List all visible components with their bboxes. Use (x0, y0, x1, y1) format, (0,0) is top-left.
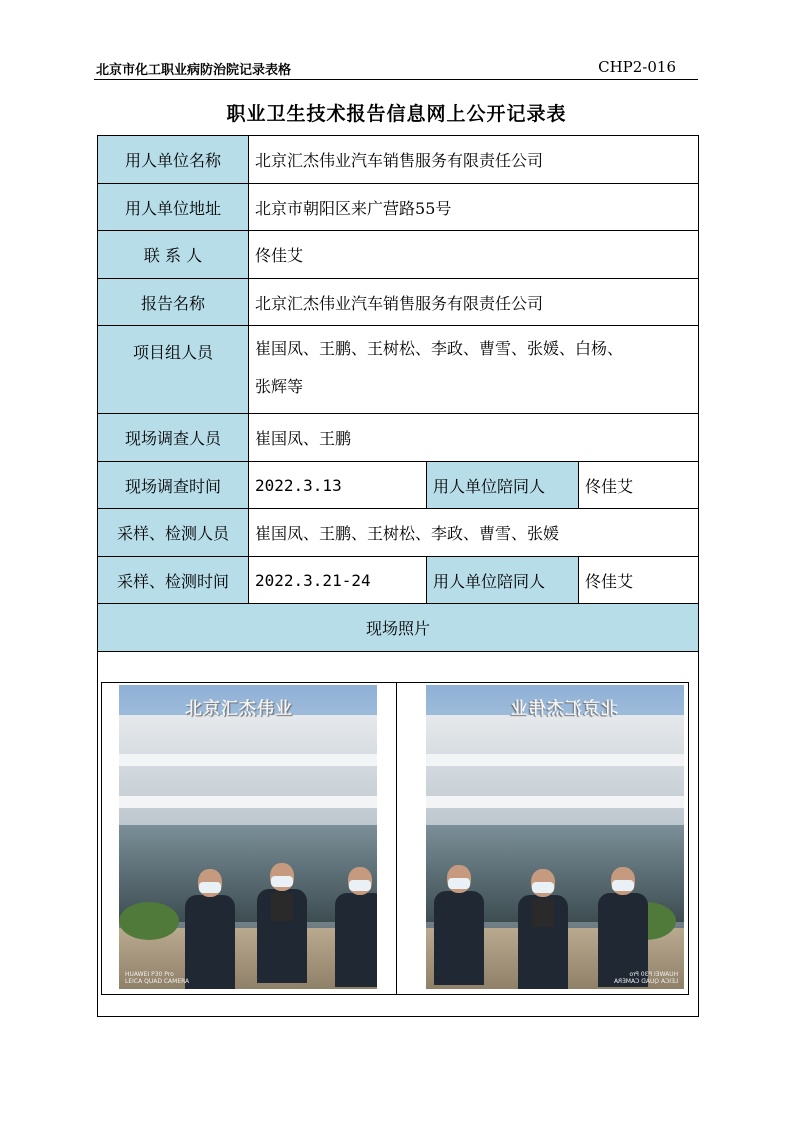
survey-time-value: 2022.3.13 (249, 462, 427, 509)
survey-time-label: 现场调查时间 (98, 462, 249, 509)
address-street: 北京市朝阳区来广营路 (255, 198, 416, 218)
facade-band (426, 796, 684, 808)
employer-address-label: 用人单位地址 (98, 184, 249, 231)
row-survey-time (98, 462, 699, 509)
row-photos (98, 652, 699, 1017)
row-sampling-staff (98, 509, 699, 557)
escort-value-survey: 佟佳艾 (579, 462, 699, 509)
facade-band (426, 754, 684, 766)
document-title: 职业卫生技术报告信息网上公开记录表 (226, 103, 567, 125)
row-sampling-time (98, 557, 699, 604)
contact-label: 联 系 人 (98, 231, 249, 279)
photos-cell (98, 652, 699, 1017)
form-series-name: 北京市化工职业病防治院记录表格 (96, 63, 292, 78)
project-team-line-2: 张辉等 (255, 377, 304, 396)
project-team-value (249, 326, 699, 414)
person (430, 865, 488, 985)
site-photo-1 (119, 685, 377, 989)
facade-band (119, 796, 377, 808)
photo-frame (101, 682, 689, 995)
photo-area (98, 652, 698, 1016)
survey-staff-label: 现场调查人员 (98, 414, 249, 462)
sampling-staff-label: 采样、检测人员 (98, 509, 249, 557)
header-rule (94, 79, 698, 80)
sampling-staff-value: 崔国凤、王鹏、王树松、李政、曹雪、张媛 (249, 509, 699, 557)
sampling-time-label: 采样、检测时间 (98, 557, 249, 604)
person (594, 867, 652, 987)
building-sign-mirrored: 北京汇杰伟业 (510, 699, 618, 720)
person (181, 869, 239, 989)
row-report-name (98, 279, 699, 326)
sampling-time-value: 2022.3.21-24 (249, 557, 427, 604)
site-photos-label: 现场照片 (98, 604, 699, 652)
escort-label-sampling: 用人单位陪同人 (427, 557, 579, 604)
form-code: CHP2-016 (598, 58, 676, 76)
report-name-value: 北京汇杰伟业汽车销售服务有限责任公司 (249, 279, 699, 326)
site-photo-2 (426, 685, 684, 989)
escort-label-survey: 用人单位陪同人 (427, 462, 579, 509)
employer-address-value (249, 184, 699, 231)
person (253, 863, 311, 983)
project-team-line-1: 崔国凤、王鹏、王树松、李政、曹雪、张媛、白杨、 (255, 339, 624, 358)
row-employer-name (98, 136, 699, 184)
row-survey-staff (98, 414, 699, 462)
survey-staff-value: 崔国凤、王鹏 (249, 414, 699, 462)
address-suffix: 号 (435, 198, 452, 218)
row-photos-header (98, 604, 699, 652)
project-team-label: 项目组人员 (98, 326, 249, 414)
person (331, 867, 377, 987)
camera-watermark-mirrored: HUAWEI P30 Pro LEICA QUAD CAMERA (613, 971, 678, 985)
employer-name-label: 用人单位名称 (98, 136, 249, 184)
facade-band (119, 754, 377, 766)
escort-value-sampling: 佟佳艾 (579, 557, 699, 604)
employer-name-value: 北京汇杰伟业汽车销售服务有限责任公司 (249, 136, 699, 184)
row-contact (98, 231, 699, 279)
row-project-team (98, 326, 699, 414)
report-name-label: 报告名称 (98, 279, 249, 326)
record-table (97, 135, 699, 1017)
person (514, 869, 572, 989)
contact-value: 佟佳艾 (249, 231, 699, 279)
photo-divider (396, 683, 397, 994)
building-sign: 北京汇杰伟业 (185, 699, 293, 720)
camera-watermark: HUAWEI P30 Pro LEICA QUAD CAMERA (125, 971, 190, 985)
address-number: 55 (415, 198, 436, 218)
row-employer-address (98, 184, 699, 231)
